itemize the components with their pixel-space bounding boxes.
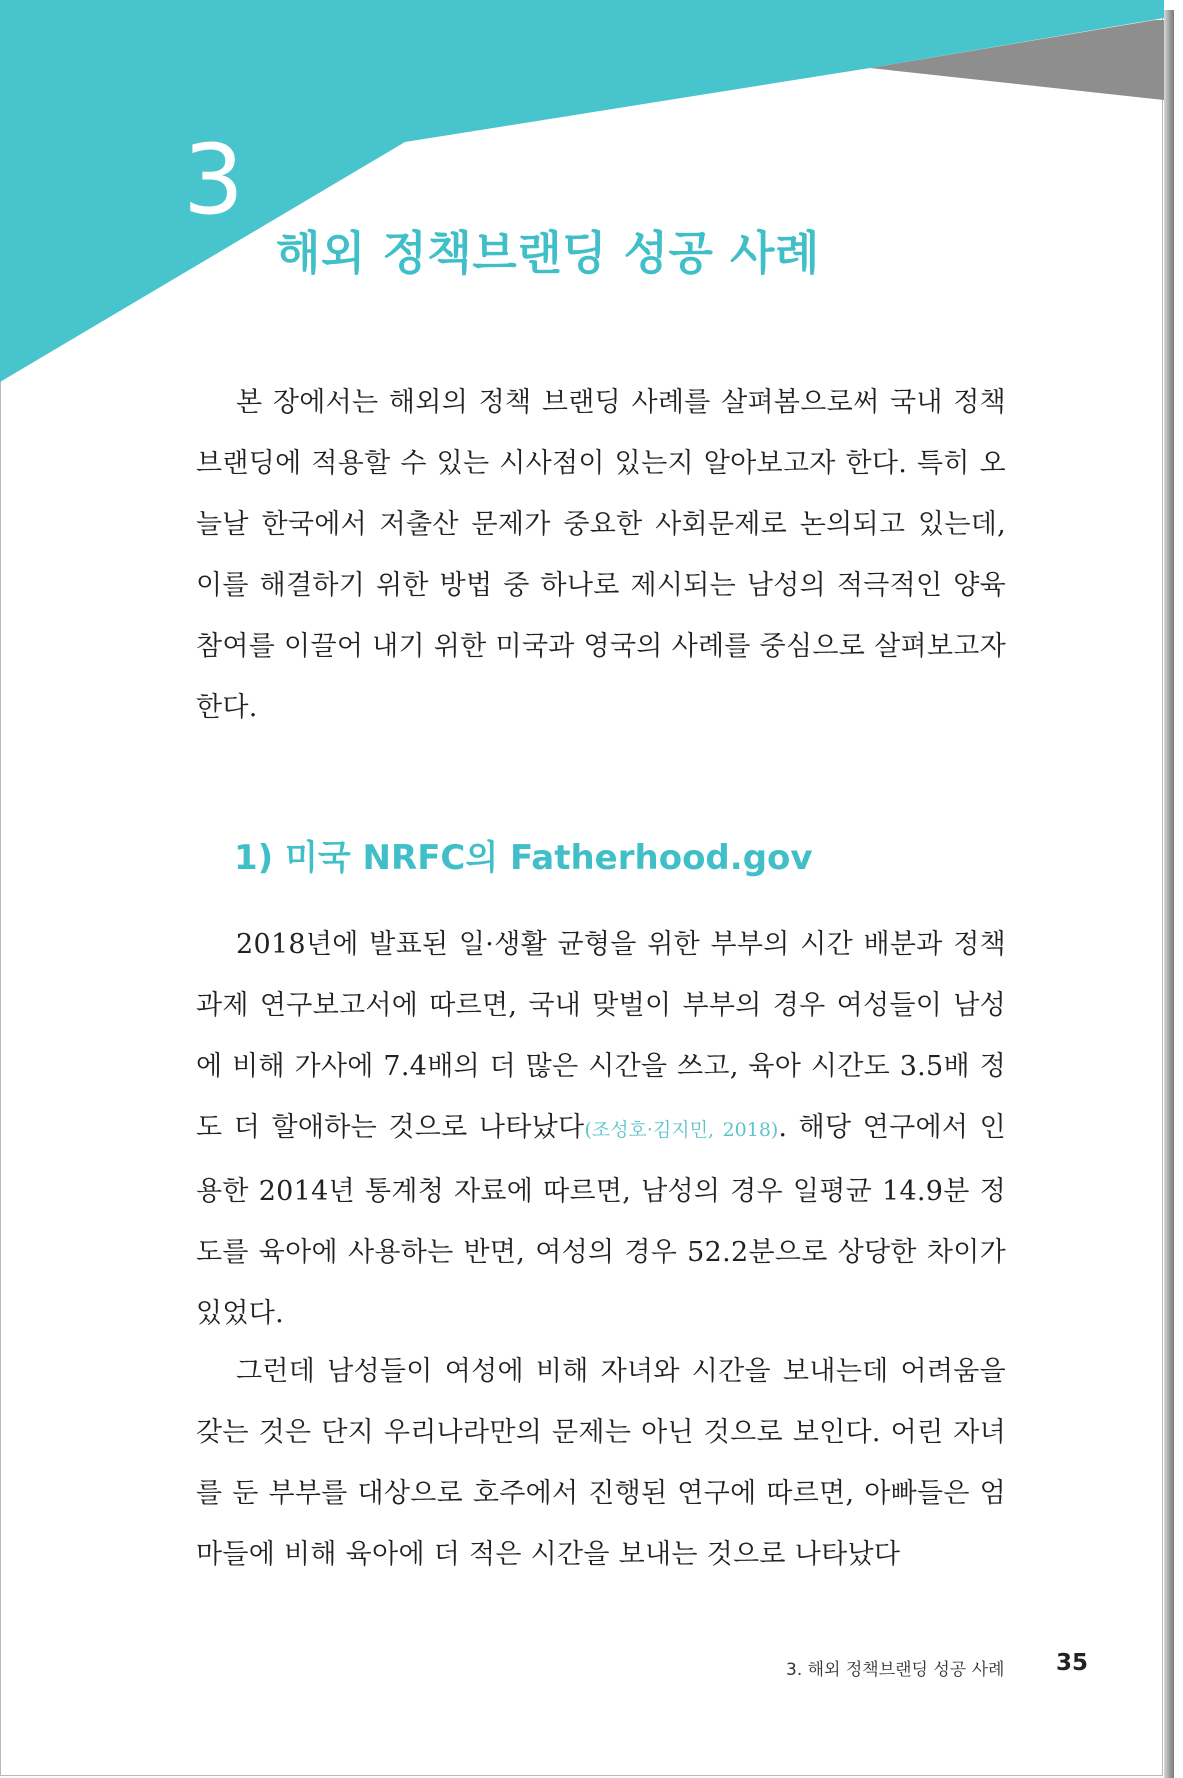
page-edge-shadow bbox=[1164, 10, 1174, 1778]
chapter-title: 해외 정책브랜딩 성공 사례 bbox=[276, 226, 820, 280]
paragraph-1-text-a: 2018년에 발표된 일·생활 균형을 위한 부부의 시간 배분과 정책과제 연구보고서에 따르면, 국내 맞벌이 부부의 경우 여성들이 남성에 비해 가사에 7.4배의 더 많은 시간을 쓰고, 육아 시간도 3.5배 정도 더 할애하는 것으로 나타났다 bbox=[196, 929, 1006, 1143]
section-heading: 1) 미국 NRFC의 Fatherhood.gov bbox=[234, 838, 813, 878]
paragraph-1-text-b: . 해당 연구에서 인용한 2014년 통계청 자료에 따르면, 남성의 경우 일평균 14.9분 정도를 육아에 사용하는 반면, 여성의 경우 52.2분으로 상당한 차이가 있었다. bbox=[196, 1112, 1006, 1329]
citation: (조성호·김지민, 2018) bbox=[584, 1119, 779, 1141]
page-number: 35 bbox=[1056, 1650, 1089, 1676]
footer-running-title: 3. 해외 정책브랜딩 성공 사례 bbox=[786, 1660, 1005, 1680]
chapter-banner bbox=[0, 0, 1165, 400]
section-paragraph-1 bbox=[196, 914, 1006, 1344]
section-paragraph-2: 그런데 남성들이 여성에 비해 자녀와 시간을 보내는데 어려움을 갖는 것은 단지 우리나라만의 문제는 아닌 것으로 보인다. 어린 자녀를 둔 부부를 대상으로 호주에서 진행된 연구에 따르면, 아빠들은 엄마들에 비해 육아에 더 적은 시간을 보내는 것으로 나타났다 bbox=[196, 1356, 1006, 1570]
intro-paragraph: 본 장에서는 해외의 정책 브랜딩 사례를 살펴봄으로써 국내 정책 브랜딩에 적용할 수 있는 시사점이 있는지 알아보고자 한다. 특히 오늘날 한국에서 저출산 문제가 중요한 사회문제로 논의되고 있는데, 이를 해결하기 위한 방법 중 하나로 제시되는 남성의 적극적인 양육 참여를 이끌어 내기 위한 미국과 영국의 사례를 중심으로 살펴보고자 한다. bbox=[196, 387, 1006, 723]
chapter-number: 3 bbox=[183, 124, 245, 236]
